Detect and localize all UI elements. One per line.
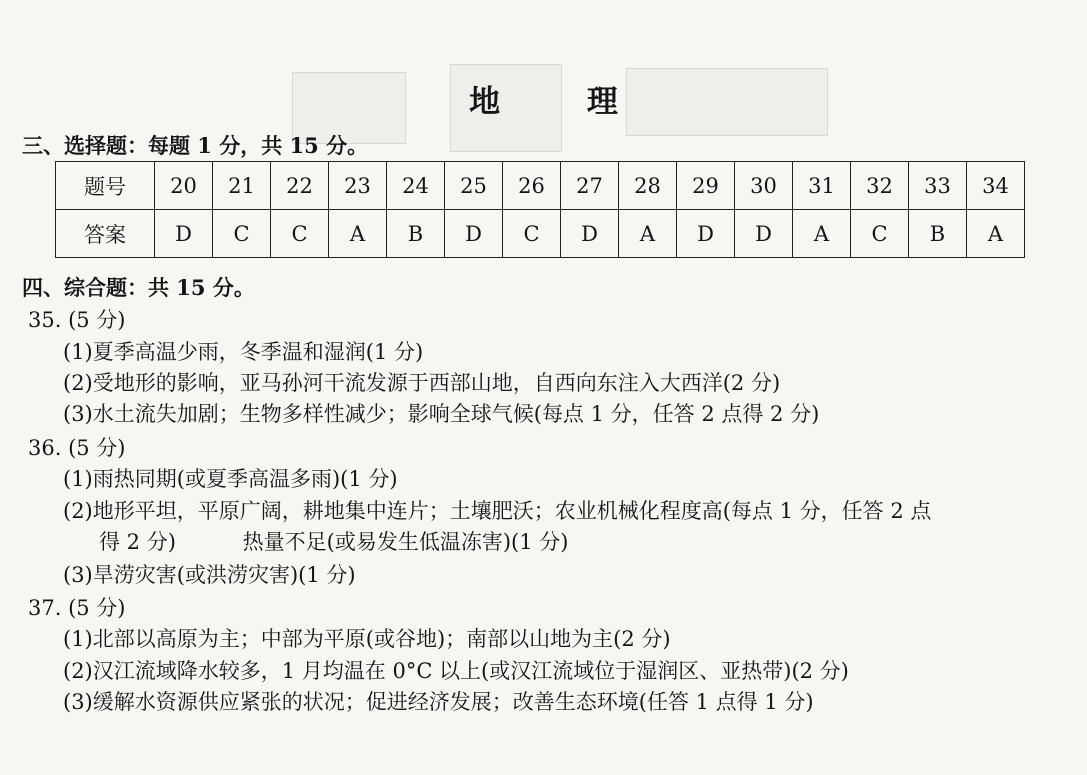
question-36-label: 36. (5 分) — [28, 436, 126, 460]
section-3-heading: 三、选择题：每题 1 分，共 15 分。 — [22, 133, 369, 158]
answer-cell: D — [735, 210, 793, 258]
q36-item-2-continued: 得 2 分) 热量不足(或易发生低温冻害)(1 分) — [99, 530, 569, 554]
row-header-question: 题号 — [56, 162, 155, 210]
q37-item-2: (2)汉江流域降水较多，1 月均温在 0°C 以上(或汉江流域位于湿润区、亚热带)(2 分) — [63, 659, 849, 683]
answer-cell: C — [851, 210, 909, 258]
q37-item-1: (1)北部以高原为主；中部为平原(或谷地)；南部以山地为主(2 分) — [63, 627, 671, 651]
answer-cell: D — [561, 210, 619, 258]
q35-item-1: (1)夏季高温少雨，冬季温和湿润(1 分) — [63, 340, 424, 364]
question-number: 24 — [387, 162, 445, 210]
question-37-label: 37. (5 分) — [28, 596, 126, 620]
answer-cell: A — [793, 210, 851, 258]
answer-cell: D — [677, 210, 735, 258]
section-4-heading: 四、综合题：共 15 分。 — [22, 275, 255, 300]
question-number: 28 — [619, 162, 677, 210]
answer-cell: D — [155, 210, 213, 258]
q35-item-2: (2)受地形的影响，亚马孙河干流发源于西部山地，自西向东注入大西洋(2 分) — [63, 371, 781, 395]
question-number: 26 — [503, 162, 561, 210]
question-number: 34 — [967, 162, 1025, 210]
question-number-row — [56, 162, 1025, 210]
answer-cell: C — [271, 210, 329, 258]
q35-item-3: (3)水土流失加剧；生物多样性减少；影响全球气候(每点 1 分，任答 2 点得 2 分) — [63, 402, 820, 426]
q36-item-2: (2)地形平坦，平原广阔，耕地集中连片；土壤肥沃；农业机械化程度高(每点 1 分，任答 2 点 — [63, 499, 932, 523]
question-number: 27 — [561, 162, 619, 210]
question-35-label: 35. (5 分) — [28, 308, 126, 332]
answer-cell: A — [619, 210, 677, 258]
q36-item-3: (3)旱涝灾害(或洪涝灾害)(1 分) — [63, 563, 356, 587]
question-number: 29 — [677, 162, 735, 210]
question-number: 22 — [271, 162, 329, 210]
answer-table — [55, 161, 1025, 258]
question-number: 23 — [329, 162, 387, 210]
question-number: 31 — [793, 162, 851, 210]
question-number: 25 — [445, 162, 503, 210]
answer-cell: C — [503, 210, 561, 258]
answer-cell: D — [445, 210, 503, 258]
answer-cell: A — [967, 210, 1025, 258]
question-number: 20 — [155, 162, 213, 210]
answer-cell: C — [213, 210, 271, 258]
question-number: 30 — [735, 162, 793, 210]
row-header-answer: 答案 — [56, 210, 155, 258]
question-number: 33 — [909, 162, 967, 210]
question-number: 21 — [213, 162, 271, 210]
q37-item-3: (3)缓解水资源供应紧张的状况；促进经济发展；改善生态环境(任答 1 点得 1 分) — [63, 690, 814, 714]
answer-cell: A — [329, 210, 387, 258]
q36-item-1: (1)雨热同期(或夏季高温多雨)(1 分) — [63, 467, 398, 491]
page-title: 地 理 — [469, 84, 656, 120]
answer-cell: B — [387, 210, 445, 258]
answer-row — [56, 210, 1025, 258]
answer-cell: B — [909, 210, 967, 258]
question-number: 32 — [851, 162, 909, 210]
